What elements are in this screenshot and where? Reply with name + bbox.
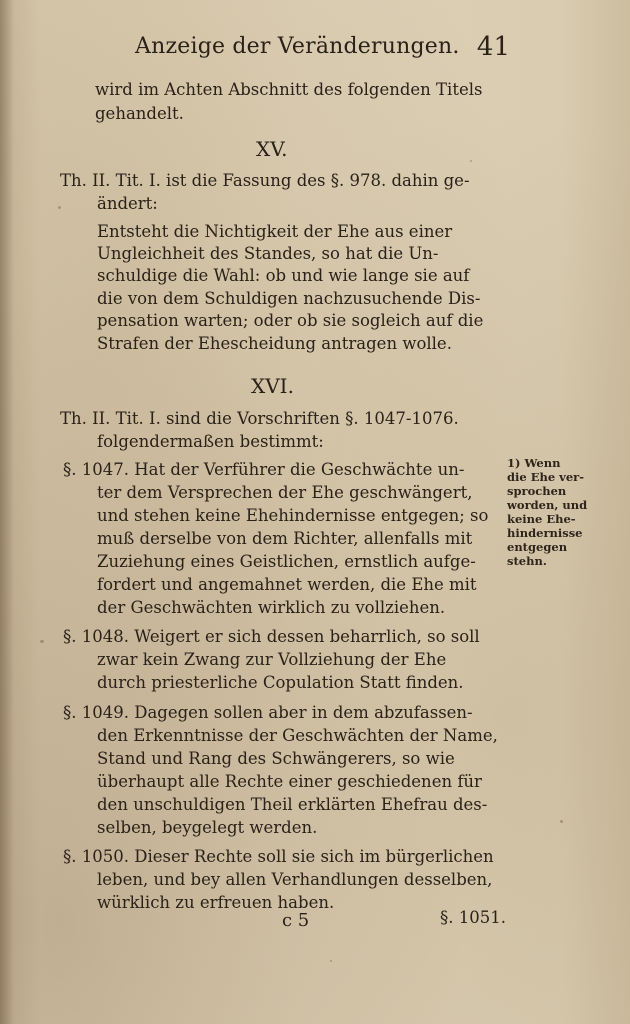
section-xv-line: Entsteht die Nichtigkeit der Ehe aus einer	[97, 222, 453, 241]
paragraph-1049-line: den Erkenntnisse der Geschwächten der Name,	[97, 726, 498, 745]
paper-speck	[40, 640, 44, 643]
paragraph-1047-line: fordert und angemahnet werden, die Ehe mit	[97, 575, 477, 594]
paragraph-1047-line: der Geschwächten wirklich zu vollziehen.	[97, 598, 446, 617]
section-xv-line: pensation warten; oder ob sie sogleich auf die	[97, 311, 484, 330]
marginal-note	[507, 456, 607, 568]
paragraph-1049-line: selben, beygelegt werden.	[97, 818, 318, 837]
paragraph-1047-line: §. 1047. Hat der Verführer die Geschwächte un-	[63, 460, 465, 479]
marginal-note-line: stehn.	[507, 554, 547, 568]
paragraph-1047-line: und stehen keine Ehehindernisse entgegen; so	[97, 506, 489, 525]
paragraph-1049-line: überhaupt alle Rechte einer geschiedenen für	[97, 772, 482, 791]
page-number: 41	[476, 32, 510, 62]
marginal-note-line: sprochen	[507, 484, 567, 498]
section-xv-line: Th. II. Tit. I. ist die Fassung des §. 978. dahin ge-	[60, 171, 470, 190]
intro-line: gehandelt.	[95, 104, 184, 123]
spine-shadow	[0, 0, 14, 1024]
section-xv-line: ändert:	[97, 194, 158, 213]
section-xv-line: die von dem Schuldigen nachzusuchende Dis-	[97, 289, 481, 308]
marginal-note-line: entgegen	[507, 540, 568, 554]
paragraph-1049-line: Stand und Rang des Schwängerers, so wie	[97, 749, 455, 768]
paragraph-1050-line: würklich zu erfreuen haben.	[97, 893, 335, 912]
paper-speck	[560, 820, 563, 823]
paragraph-1047-line: ter dem Versprechen der Ehe geschwängert,	[97, 483, 473, 502]
marginal-note-line: hindernisse	[507, 526, 583, 540]
section-xvi-line: folgendermaßen bestimmt:	[97, 432, 324, 451]
paragraph-1048-line: zwar kein Zwang zur Vollziehung der Ehe	[97, 650, 447, 669]
paragraph-1047-line: Zuziehung eines Geistlichen, ernstlich aufge-	[97, 552, 476, 571]
marginal-note-line: worden, und	[507, 498, 588, 512]
paragraph-1049-line: den unschuldigen Theil erklärten Ehefrau des-	[97, 795, 488, 814]
intro-line: wird im Achten Abschnitt des folgenden Titels	[95, 80, 483, 99]
signature-mark: c 5	[282, 910, 310, 931]
paragraph-1050-line: §. 1050. Dieser Rechte soll sie sich im bürgerlichen	[63, 847, 494, 866]
paragraph-1049-line: §. 1049. Dagegen sollen aber in dem abzufassen-	[63, 703, 473, 722]
paper-speck	[470, 160, 472, 162]
paragraph-1048-line: §. 1048. Weigert er sich dessen beharrlich, so soll	[63, 627, 480, 646]
paper-speck	[58, 206, 61, 209]
section-xvi-line: Th. II. Tit. I. sind die Vorschriften §. 1047-1076.	[60, 409, 459, 428]
paragraph-1048-line: durch priesterliche Copulation Statt finden.	[97, 673, 464, 692]
section-heading-xvi: XVI.	[251, 374, 294, 398]
marginal-note-line: 1) Wenn	[507, 456, 561, 470]
paper-speck	[330, 960, 332, 962]
running-head	[100, 34, 520, 68]
running-title: Anzeige der Veränderungen.	[135, 34, 460, 59]
paragraph-1047-line: muß derselbe von dem Richter, allenfalls mit	[97, 529, 473, 548]
section-xv-line: schuldige die Wahl: ob und wie lange sie auf	[97, 266, 470, 285]
marginal-note-line: keine Ehe-	[507, 512, 576, 526]
paragraph-1050-line: leben, und bey allen Verhandlungen desselben,	[97, 870, 493, 889]
marginal-note-line: die Ehe ver-	[507, 470, 585, 484]
section-xv-line: Strafen der Ehescheidung antragen wolle.	[97, 334, 452, 353]
section-heading-xv: XV.	[256, 137, 288, 161]
section-xv-line: Ungleichheit des Standes, so hat die Un-	[97, 244, 439, 263]
catchword: §. 1051.	[440, 908, 506, 927]
